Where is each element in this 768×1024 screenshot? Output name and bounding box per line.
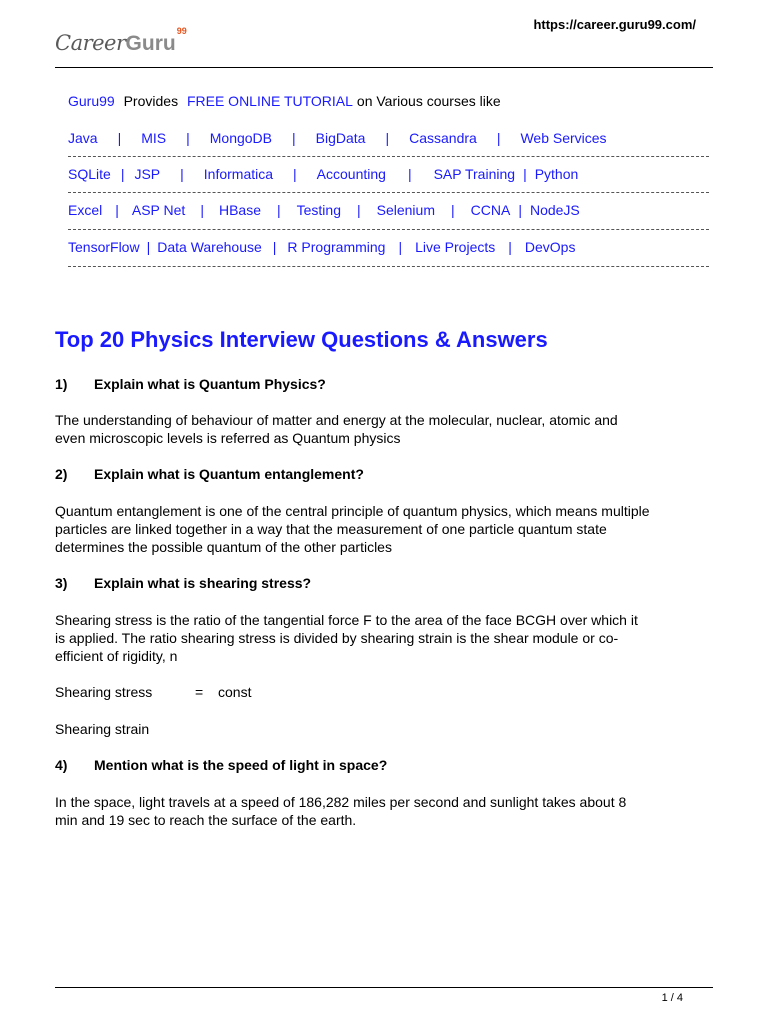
answer-line: even microscopic levels is referred as Quantum physics xyxy=(55,430,401,446)
link-separator: | xyxy=(272,239,277,255)
page-number: 1 / 4 xyxy=(661,992,683,1004)
link-separator: | xyxy=(146,239,151,255)
course-link-hbase[interactable]: HBase xyxy=(218,202,261,218)
course-link-data-warehouse[interactable]: Data Warehouse xyxy=(157,239,262,255)
guru99-link[interactable]: Guru99 xyxy=(68,93,115,109)
formula-const: const xyxy=(218,684,252,700)
link-separator: | xyxy=(523,166,527,182)
course-link-testing[interactable]: Testing xyxy=(296,202,341,218)
logo-99-superscript: 99 xyxy=(176,26,187,36)
question-heading xyxy=(55,575,311,591)
question-number: 1) xyxy=(55,376,68,392)
link-separator: | xyxy=(407,166,412,182)
formula-denominator: Shearing strain xyxy=(55,721,150,737)
question-text: Explain what is Quantum Physics? xyxy=(94,376,326,392)
link-separator: | xyxy=(186,130,190,146)
link-separator: | xyxy=(508,239,512,255)
question-number: 2) xyxy=(55,466,68,482)
link-separator: | xyxy=(496,130,501,146)
link-separator: | xyxy=(117,130,122,146)
question-number: 3) xyxy=(55,575,68,591)
careerguru-logo xyxy=(55,27,187,56)
question-text: Explain what is shearing stress? xyxy=(94,575,312,591)
dashed-divider xyxy=(68,266,709,267)
answer-line: min and 19 sec to reach the surface of the earth. xyxy=(55,812,357,828)
answer-line: In the space, light travels at a speed of 186,282 miles per second and sunlight takes about 8 xyxy=(55,794,627,810)
course-link-python[interactable]: Python xyxy=(534,166,579,182)
course-links-row-1 xyxy=(68,130,607,146)
course-link-informatica[interactable]: Informatica xyxy=(203,166,274,182)
answer-line: Shearing stress is the ratio of the tangential force F to the area of the face BCGH over which it xyxy=(55,612,638,628)
question-heading xyxy=(55,376,326,392)
answer-line: The understanding of behaviour of matter and energy at the molecular, nuclear, atomic and xyxy=(55,412,618,428)
link-separator: | xyxy=(276,202,281,218)
formula-line xyxy=(55,684,251,700)
question-number: 4) xyxy=(55,757,68,773)
course-link-excel[interactable]: Excel xyxy=(68,202,103,218)
logo-career-text: Career xyxy=(55,31,126,55)
answer-line: Quantum entanglement is one of the central principle of quantum physics, which means multiple xyxy=(55,503,650,519)
logo-guru-text: Guru xyxy=(125,32,176,55)
site-url[interactable]: https://career.guru99.com/ xyxy=(533,17,696,32)
link-separator: | xyxy=(115,202,119,218)
answer-paragraph xyxy=(55,793,715,829)
answer-line: is applied. The ratio shearing stress is divided by shearing strain is the shear module or co- xyxy=(55,630,619,646)
answer-paragraph xyxy=(55,611,715,665)
course-link-mongodb[interactable]: MongoDB xyxy=(209,130,273,146)
intro-line xyxy=(68,93,506,109)
course-link-mis[interactable]: MIS xyxy=(141,130,167,146)
course-link-ccna[interactable]: CCNA xyxy=(470,202,511,218)
intro-rest: on Various courses like xyxy=(356,93,501,109)
answer-line: efficient of rigidity, n xyxy=(55,648,178,664)
header-divider xyxy=(55,67,713,68)
link-separator: | xyxy=(293,166,297,182)
course-link-devops[interactable]: DevOps xyxy=(524,239,576,255)
dashed-divider xyxy=(68,192,709,193)
course-link-jsp[interactable]: JSP xyxy=(134,166,161,182)
course-link-web-services[interactable]: Web Services xyxy=(520,130,607,146)
link-separator: | xyxy=(518,202,522,218)
footer-divider xyxy=(55,987,713,988)
free-tutorial-link[interactable]: FREE ONLINE TUTORIAL xyxy=(186,93,353,109)
link-separator: | xyxy=(120,166,125,182)
link-separator: | xyxy=(200,202,204,218)
course-link-java[interactable]: Java xyxy=(68,130,98,146)
course-link-live-projects[interactable]: Live Projects xyxy=(415,239,496,255)
course-link-bigdata[interactable]: BigData xyxy=(315,130,366,146)
answer-paragraph xyxy=(55,502,715,556)
intro-provides: Provides xyxy=(123,93,179,109)
question-heading xyxy=(55,757,387,773)
course-link-cassandra[interactable]: Cassandra xyxy=(409,130,477,146)
link-separator: | xyxy=(356,202,361,218)
link-separator: | xyxy=(385,130,390,146)
course-link-asp-net[interactable]: ASP Net xyxy=(131,202,186,218)
question-text: Explain what is Quantum entanglement? xyxy=(94,466,364,482)
link-separator: | xyxy=(451,202,455,218)
dashed-divider xyxy=(68,229,709,230)
page-title: Top 20 Physics Interview Questions & Answers xyxy=(55,327,548,352)
course-link-tensorflow[interactable]: TensorFlow xyxy=(68,239,140,255)
formula-numerator: Shearing stress xyxy=(55,684,153,700)
question-heading xyxy=(55,466,364,482)
question-text: Mention what is the speed of light in space? xyxy=(94,757,388,773)
link-separator: | xyxy=(398,239,403,255)
answer-line: particles are linked together in a way that the measurement of one particle quantum state xyxy=(55,521,607,537)
link-separator: | xyxy=(292,130,296,146)
link-separator: | xyxy=(180,166,184,182)
answer-paragraph xyxy=(55,411,715,447)
course-link-selenium[interactable]: Selenium xyxy=(376,202,435,218)
dashed-divider xyxy=(68,156,709,157)
formula-equals: = xyxy=(195,684,204,700)
course-link-sqlite[interactable]: SQLite xyxy=(68,166,111,182)
course-links-row-3 xyxy=(68,202,580,218)
course-link-accounting[interactable]: Accounting xyxy=(316,166,386,182)
course-link-r-programming[interactable]: R Programming xyxy=(287,239,386,255)
course-link-sap-training[interactable]: SAP Training xyxy=(433,166,516,182)
course-links-row-2 xyxy=(68,166,578,182)
course-links-row-4 xyxy=(68,239,575,255)
course-link-nodejs[interactable]: NodeJS xyxy=(529,202,580,218)
answer-line: determines the possible quantum of the other particles xyxy=(55,539,392,555)
